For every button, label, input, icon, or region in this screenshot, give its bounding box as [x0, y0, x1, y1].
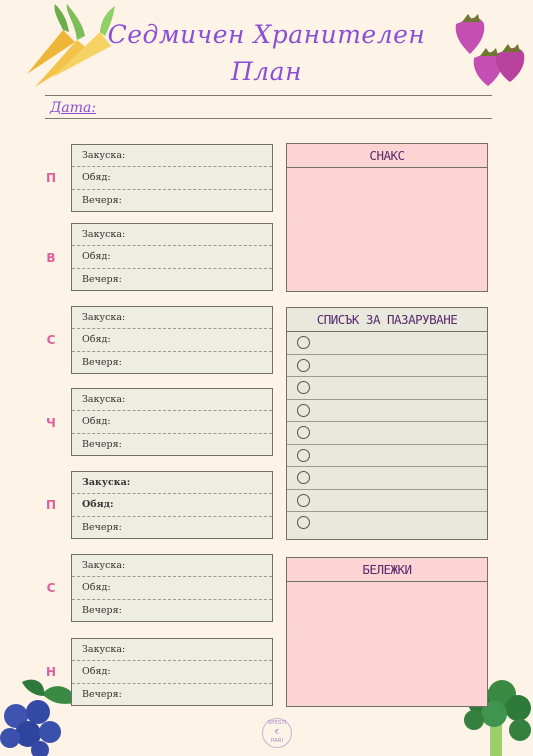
notes-title: БЕЛЕЖКИ [287, 558, 487, 582]
meal-box-day-1 [71, 144, 273, 212]
meal-box-day-7 [71, 638, 273, 706]
meal-field-dinner[interactable]: Вечеря: [82, 521, 122, 533]
day-letter: Н [45, 665, 57, 679]
checkbox-circle-icon[interactable] [297, 471, 310, 484]
meal-field-lunch[interactable]: Обяд: [72, 411, 272, 433]
meal-field-lunch[interactable]: Обяд: [72, 577, 272, 599]
date-label: Дата: [50, 100, 97, 116]
meal-field-breakfast[interactable]: Закуска: [72, 555, 272, 577]
meal-field-lunch[interactable]: Обяд: [72, 246, 272, 268]
meal-field-breakfast[interactable]: Закуска: [72, 145, 272, 167]
logo-euro: € [274, 728, 280, 736]
checkbox-circle-icon[interactable] [297, 404, 310, 417]
meal-field-breakfast[interactable]: Закуска: [72, 472, 272, 494]
checkbox-circle-icon[interactable] [297, 336, 310, 349]
checkbox-circle-icon[interactable] [297, 516, 310, 529]
shopping-list-item[interactable] [287, 445, 487, 468]
day-letter: Ч [46, 416, 56, 430]
day-letter: С [46, 581, 56, 595]
date-line[interactable] [45, 118, 492, 119]
checkbox-circle-icon[interactable] [297, 426, 310, 439]
shopping-list-item[interactable] [287, 512, 487, 535]
checkbox-circle-icon[interactable] [297, 359, 310, 372]
meal-field-lunch[interactable]: Обяд: [72, 661, 272, 683]
checkbox-circle-icon[interactable] [297, 494, 310, 507]
meal-box-day-3 [71, 306, 273, 374]
shopping-list-item[interactable] [287, 422, 487, 445]
meal-field-dinner[interactable]: Вечеря: [82, 438, 122, 450]
day-letter: П [45, 498, 57, 512]
meal-box-day-6 [71, 554, 273, 622]
shopping-list-item[interactable] [287, 332, 487, 355]
shopping-list-item[interactable] [287, 355, 487, 378]
meal-box-day-2 [71, 223, 273, 291]
day-letter: П [45, 171, 57, 185]
day-letter: С [46, 333, 56, 347]
meal-field-dinner[interactable]: Вечеря: [82, 194, 122, 206]
meal-field-lunch[interactable]: Обяд: [72, 494, 272, 516]
meal-field-breakfast[interactable]: Закуска: [72, 224, 272, 246]
meal-box-day-5 [71, 471, 273, 539]
shopping-list-title: СПИСЪК ЗА ПАЗАРУВАНЕ [287, 308, 487, 332]
notes-panel [286, 557, 488, 707]
checkbox-circle-icon[interactable] [297, 449, 310, 462]
meal-field-breakfast[interactable]: Закуска: [72, 639, 272, 661]
meal-field-breakfast[interactable]: Закуска: [72, 307, 272, 329]
meal-field-dinner[interactable]: Вечеря: [82, 273, 122, 285]
snack-title: СНАКС [287, 144, 487, 168]
spesti-pari-logo [262, 718, 292, 748]
meal-field-lunch[interactable]: Обяд: [72, 167, 272, 189]
page-title-line1: Седмичен Хранителен [107, 20, 426, 49]
snack-panel [286, 143, 488, 292]
snack-area[interactable] [287, 168, 487, 290]
shopping-list-item[interactable] [287, 400, 487, 423]
page-title-line2: План [230, 57, 303, 86]
shopping-list-item[interactable] [287, 377, 487, 400]
meal-field-dinner[interactable]: Вечеря: [82, 356, 122, 368]
logo-text-top: SPESTI [267, 720, 287, 726]
checkbox-circle-icon[interactable] [297, 381, 310, 394]
shopping-list-item[interactable] [287, 490, 487, 513]
meal-field-lunch[interactable]: Обяд: [72, 329, 272, 351]
day-letter: В [46, 251, 56, 265]
shopping-list [287, 332, 487, 535]
blueberries-icon [0, 676, 82, 756]
notes-area[interactable] [287, 582, 487, 705]
meal-box-day-4 [71, 388, 273, 456]
shopping-list-item[interactable] [287, 467, 487, 490]
meal-field-dinner[interactable]: Вечеря: [82, 604, 122, 616]
meal-field-breakfast[interactable]: Закуска: [72, 389, 272, 411]
divider [45, 95, 492, 96]
logo-text-bottom: PARI [270, 738, 284, 744]
meal-field-dinner[interactable]: Вечеря: [82, 688, 122, 700]
shopping-list-panel [286, 307, 488, 540]
